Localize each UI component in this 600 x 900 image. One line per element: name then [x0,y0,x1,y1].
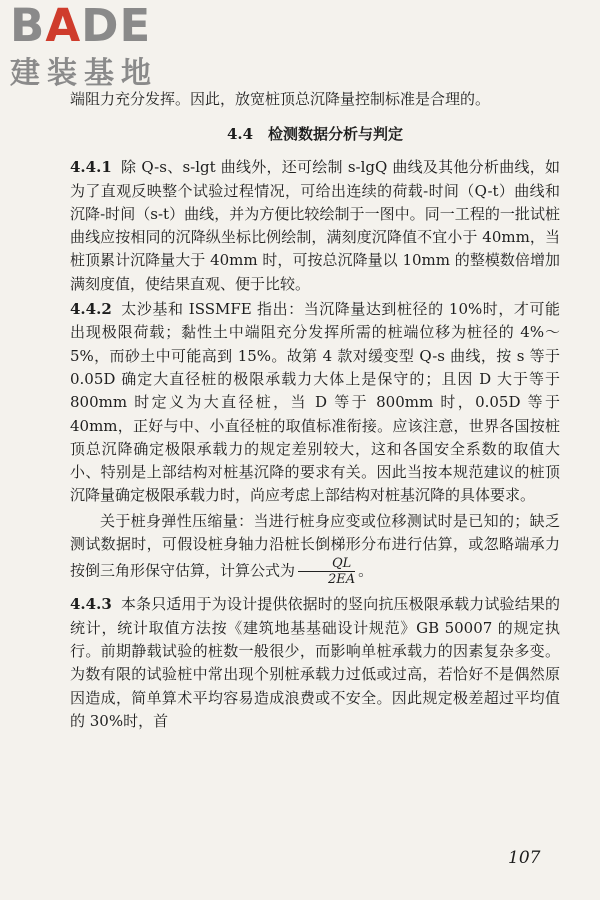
page-number: 107 [508,848,541,868]
intro-line: 端阻力充分发挥。因此，放宽桩顶总沉降量控制标准是合理的。 [70,90,491,108]
formula-suffix: 。 [358,561,374,580]
elastic-compression-paragraph [70,510,560,588]
section-heading: 4.4 检测数据分析与判定 [226,125,404,144]
clause-4-4-3 [70,593,560,733]
clause-text: 太沙基和 ISSMFE 指出：当沉降量达到桩径的 10%时，才可能出现极限荷载；黏性土中端阻充分发挥所需的桩端位移为桩径的 4%～5%，而砂土中可能高到 15%。故第 4 款对缓变型 Q-s 曲线，按 s 等于 0.05D 确定大直径桩的极限承载力大体上是保守的；且因 D 大于等于 800mm 时定义为大直径桩，当 D 等于 800mm 时，0.05D 等于 40mm，正好与中、小直径桩的取值标准衔接。应该注意，世界各国按桩顶总沉降确定极限承载力的规定差别较大，这和各国安全系数的取值大小、特别是上部结构对桩基沉降的要求有关。因此当按本规范建议的桩顶沉降量确定极限承载力时，尚应考虑上部结构对桩基沉降的具体要求。 [70,300,560,505]
formula-numerator: QL [298,556,355,572]
paragraph-text: 关于桩身弹性压缩量：当进行桩身应变或位移测试时是已知的；缺乏测试数据时，可假设桩身轴力沿桩长倒梯形分布进行估算，或忽略端承力按倒三角形保守估算，计算公式为 [70,511,560,580]
clause-number: 4.4.2 [70,300,112,319]
clause-text: 本条只适用于为设计提供依据时的竖向抗压极限承载力试验结果的统计，统计取值方法按《建筑地基基础设计规范》GB 50007 的规定执行。前期静载试验的桩数一般很少，而影响单桩承载力的因素复杂多变。为数有限的试验桩中常出现个别桩承载力过低或过高，若恰好不是偶然原因造成，简单算术平均容易造成浪费或不安全。因此规定极差超过平均值的 30%时，首 [70,595,560,730]
clause-text: 除 Q-s、s-lgt 曲线外，还可绘制 s-lgQ 曲线及其他分析曲线，如为了直观反映整个试验过程情况，可给出连续的荷载-时间（Q-t）曲线和沉降-时间（s-t）曲线，并为方便比较绘制于一图中。同一工程的一批试桩曲线应按相同的沉降纵坐标比例绘制，满刻度沉降值不宜小于 40mm，当桩顶累计沉降量大于 40mm 时，可按总沉降量以 10mm 的整模数倍增加满刻度值，使结果直观、便于比较。 [70,158,560,293]
logo-subtitle: 建装基地 [10,56,158,91]
formula-denominator: 2EA [328,572,356,588]
clause-number: 4.4.1 [70,158,112,177]
clause-4-4-2 [70,298,560,508]
bade-logo [10,2,188,97]
clause-4-4-1 [70,156,560,296]
clause-number: 4.4.3 [70,595,112,614]
page-content [70,88,560,733]
logo-brand: BADE [10,0,152,52]
formula-fraction [298,556,355,587]
